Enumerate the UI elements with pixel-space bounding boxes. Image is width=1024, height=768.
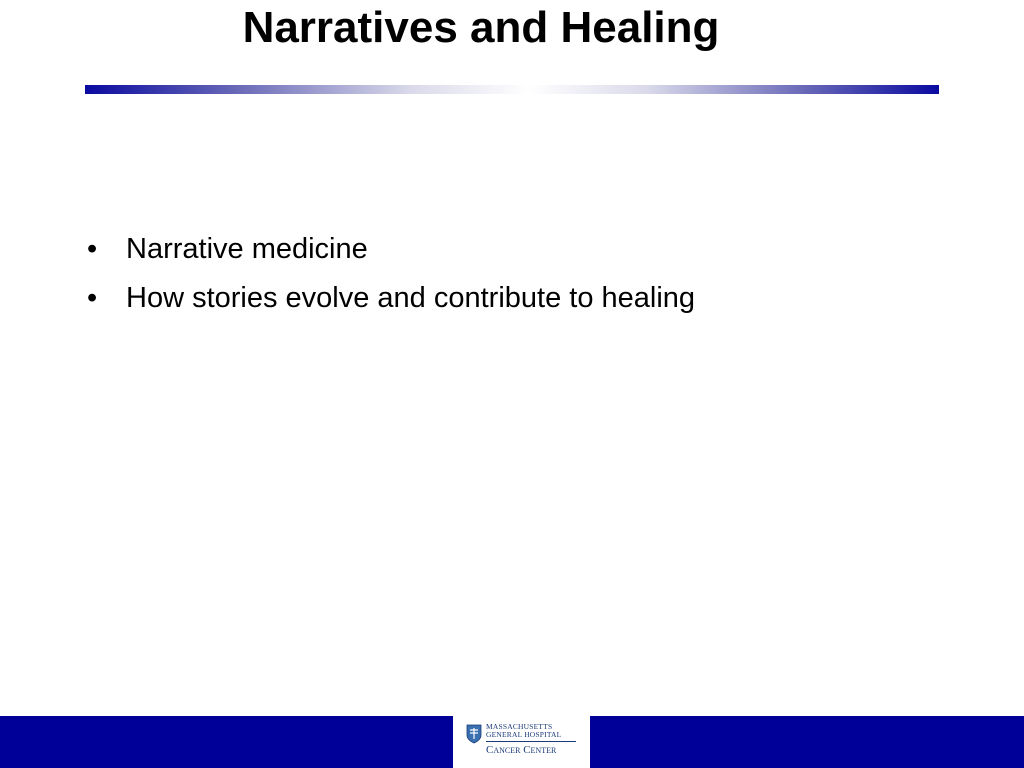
mgh-shield-icon — [466, 724, 482, 744]
logo-divider — [486, 741, 576, 742]
logo-line-3: Cancer Center — [486, 744, 557, 756]
slide-title: Narratives and Healing — [242, 3, 720, 52]
bullet-item — [87, 279, 695, 317]
bullet-item — [87, 230, 695, 268]
bullet-list — [87, 230, 695, 328]
bullet-text: Narrative medicine — [126, 233, 368, 265]
logo-line-1: MASSACHUSETTS — [486, 722, 553, 731]
bullet-icon: • — [87, 282, 98, 314]
bullet-icon: • — [87, 233, 98, 265]
title-rule — [85, 85, 939, 94]
logo-line-2: GENERAL HOSPITAL — [486, 730, 562, 739]
bullet-text: How stories evolve and contribute to healing — [126, 282, 696, 314]
footer-logo — [453, 716, 590, 768]
